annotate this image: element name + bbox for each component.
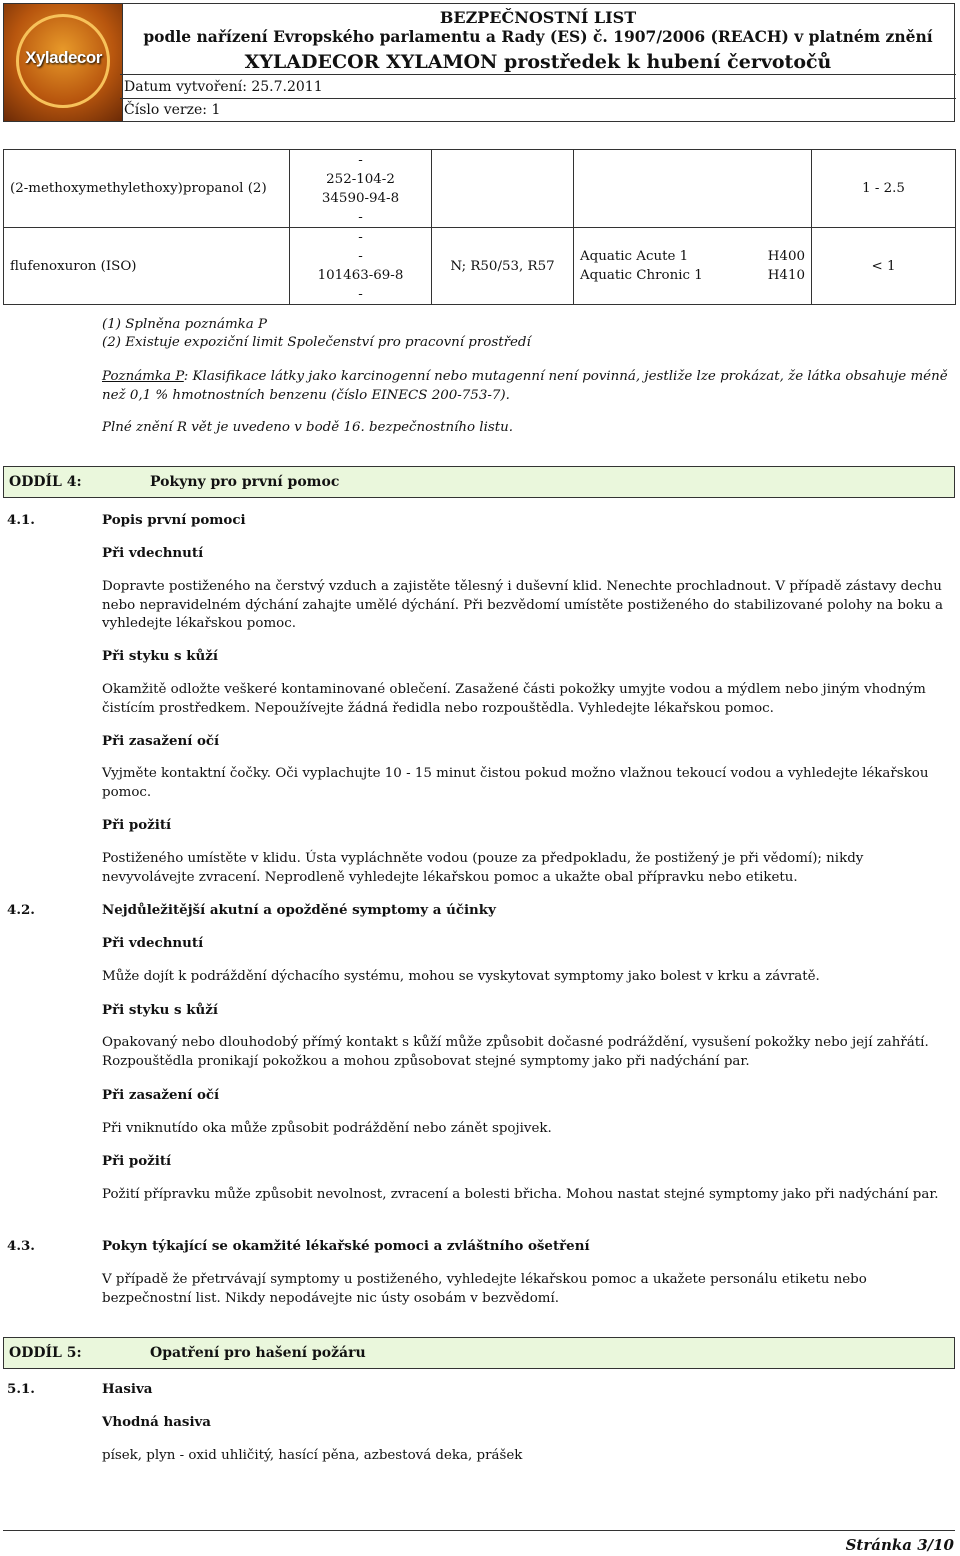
subheading: Při vdechnutí (102, 935, 204, 951)
component-ids: - 252-104-2 34590-94-8 - (290, 150, 432, 228)
paragraph: Požití přípravku může způsobit nevolnost, zvracení a bolesti břicha. Mohou nastat stejné symptomy jako při nadýchání par. (102, 1187, 939, 1202)
r-phrases-note: Plné znění R vět je uvedeno v bodě 16. bezpečnostního listu. (102, 420, 514, 435)
component-name: flufenoxuron (ISO) (4, 228, 290, 305)
section-4-header: ODDÍL 4: Pokyny pro první pomoc (3, 466, 955, 498)
subheading: Při vdechnutí (102, 545, 204, 561)
component-name: (2-methoxymethylethoxy)propanol (2) (4, 150, 290, 228)
paragraph: písek, plyn - oxid uhličitý, hasící pěna, azbestová deka, prášek (102, 1448, 523, 1463)
page-number: Stránka 3/10 (845, 1536, 954, 1554)
section-4-1-title: Popis první pomoci (102, 512, 246, 528)
header-divider (120, 74, 956, 75)
components-table (3, 149, 956, 305)
creation-date: Datum vytvoření: 25.7.2011 (124, 79, 323, 95)
xyladecor-logo: Xyladecor (4, 4, 123, 121)
footer-divider (3, 1530, 955, 1531)
version-number: Číslo verze: 1 (124, 102, 221, 118)
product-name: XYLADECOR XYLAMON prostředek k hubení červotočů (244, 51, 832, 73)
section-5-header: ODDÍL 5: Opatření pro hašení požáru (3, 1337, 955, 1369)
note-1: (1) Splněna poznámka P (102, 317, 268, 332)
table-row (4, 228, 956, 305)
subheading: Při zasažení očí (102, 1087, 220, 1103)
section-4-1-number: 4.1. (7, 512, 35, 528)
component-ids: - - 101463-69-8 - (290, 228, 432, 305)
subheading: Při styku s kůží (102, 1002, 218, 1018)
concentration: < 1 (812, 228, 956, 305)
section-4-3-title: Pokyn týkající se okamžité lékařské pomoci a zvláštního ošetření (102, 1238, 590, 1254)
section-4-2-title: Nejdůležitější akutní a opožděné symptomy a účinky (102, 902, 496, 918)
subheading: Při styku s kůží (102, 648, 218, 664)
note-2: (2) Existuje expoziční limit Společenství pro pracovní prostředí (102, 335, 531, 350)
paragraph: Postiženého umístěte v klidu. Ústa vypláchněte vodou (pouze za předpokladu, že postižený je při vědomí); nikdy nevyvolávejte zvracení. Neprodleně vyhledejte lékařskou pomoc a ukažte obal přípravku nebo etiketu. (102, 851, 864, 885)
paragraph: Vyjměte kontaktní čočky. Oči vyplachujte 10 - 15 minut čistou pokud možno vlažnou tekoucí vodou a vyhledejte lékařskou pomoc. (102, 766, 929, 800)
paragraph: Při vniknutído oka může způsobit podráždění nebo zánět spojivek. (102, 1121, 552, 1136)
section-4-3-number: 4.3. (7, 1238, 35, 1254)
classification (574, 150, 812, 228)
r-phrases: N; R50/53, R57 (432, 228, 574, 305)
classification: Aquatic Acute 1 H400 Aquatic Chronic 1 H410 (574, 228, 812, 305)
paragraph: V případě že přetrvávají symptomy u postiženého, vyhledejte lékařskou pomoc a ukažete personálu etiketu nebo bezpečnostní list. Nikdy nepodávejte nic ústy osobám v bezvědomí. (102, 1272, 867, 1306)
subheading: Při zasažení očí (102, 733, 220, 749)
doc-title: BEZPEČNOSTNÍ LIST (439, 8, 637, 27)
r-phrases (432, 150, 574, 228)
subheading: Při požití (102, 817, 172, 833)
paragraph: Opakovaný nebo dlouhodobý přímý kontakt s kůží může způsobit dočasné podráždění, vysušení pokožky nebo její zahřátí. Rozpouštědla pronikají pokožkou a mohou způsobovat stejné symptomy jako při nadýchání par. (102, 1035, 929, 1069)
concentration: 1 - 2.5 (812, 150, 956, 228)
note-p-paragraph: Poznámka P: Klasifikace látky jako karcinogenní nebo mutagenní není povinná, jestliže lze prokázat, že látka obsahuje méně než 0,1 % hmotnostních benzenu (číslo EINECS 200-753-7). (102, 369, 948, 403)
subheading: Při požití (102, 1153, 172, 1169)
doc-regulation: podle nařízení Evropského parlamentu a Rady (ES) č. 1907/2006 (REACH) v platném znění (143, 27, 933, 46)
section-5-1-number: 5.1. (7, 1381, 35, 1397)
table-row (4, 150, 956, 228)
paragraph: Může dojít k podráždění dýchacího systému, mohou se vyskytovat symptomy jako bolest v krku a závratě. (102, 969, 820, 984)
section-4-2-number: 4.2. (7, 902, 35, 918)
header-divider (120, 98, 956, 99)
subheading: Vhodná hasiva (102, 1414, 211, 1430)
paragraph: Okamžitě odložte veškeré kontaminované oblečení. Zasažené části pokožky umyjte vodou a mýdlem nebo jiným vhodným čistícím prostředkem. Nepoužívejte žádná ředidla nebo rozpouštědla. Vyhledejte lékařskou pomoc. (102, 682, 926, 716)
section-5-1-title: Hasiva (102, 1381, 153, 1397)
paragraph: Dopravte postiženého na čerstvý vzduch a zajistěte tělesný i duševní klid. Nenechte prochladnout. V případě zástavy dechu nebo nepravidelném dýchání zahajte umělé dýchání. Při bezvědomí umístěte postiženého do stabilizované polohy na boku a vyhledejte lékařskou pomoc. (102, 579, 943, 631)
